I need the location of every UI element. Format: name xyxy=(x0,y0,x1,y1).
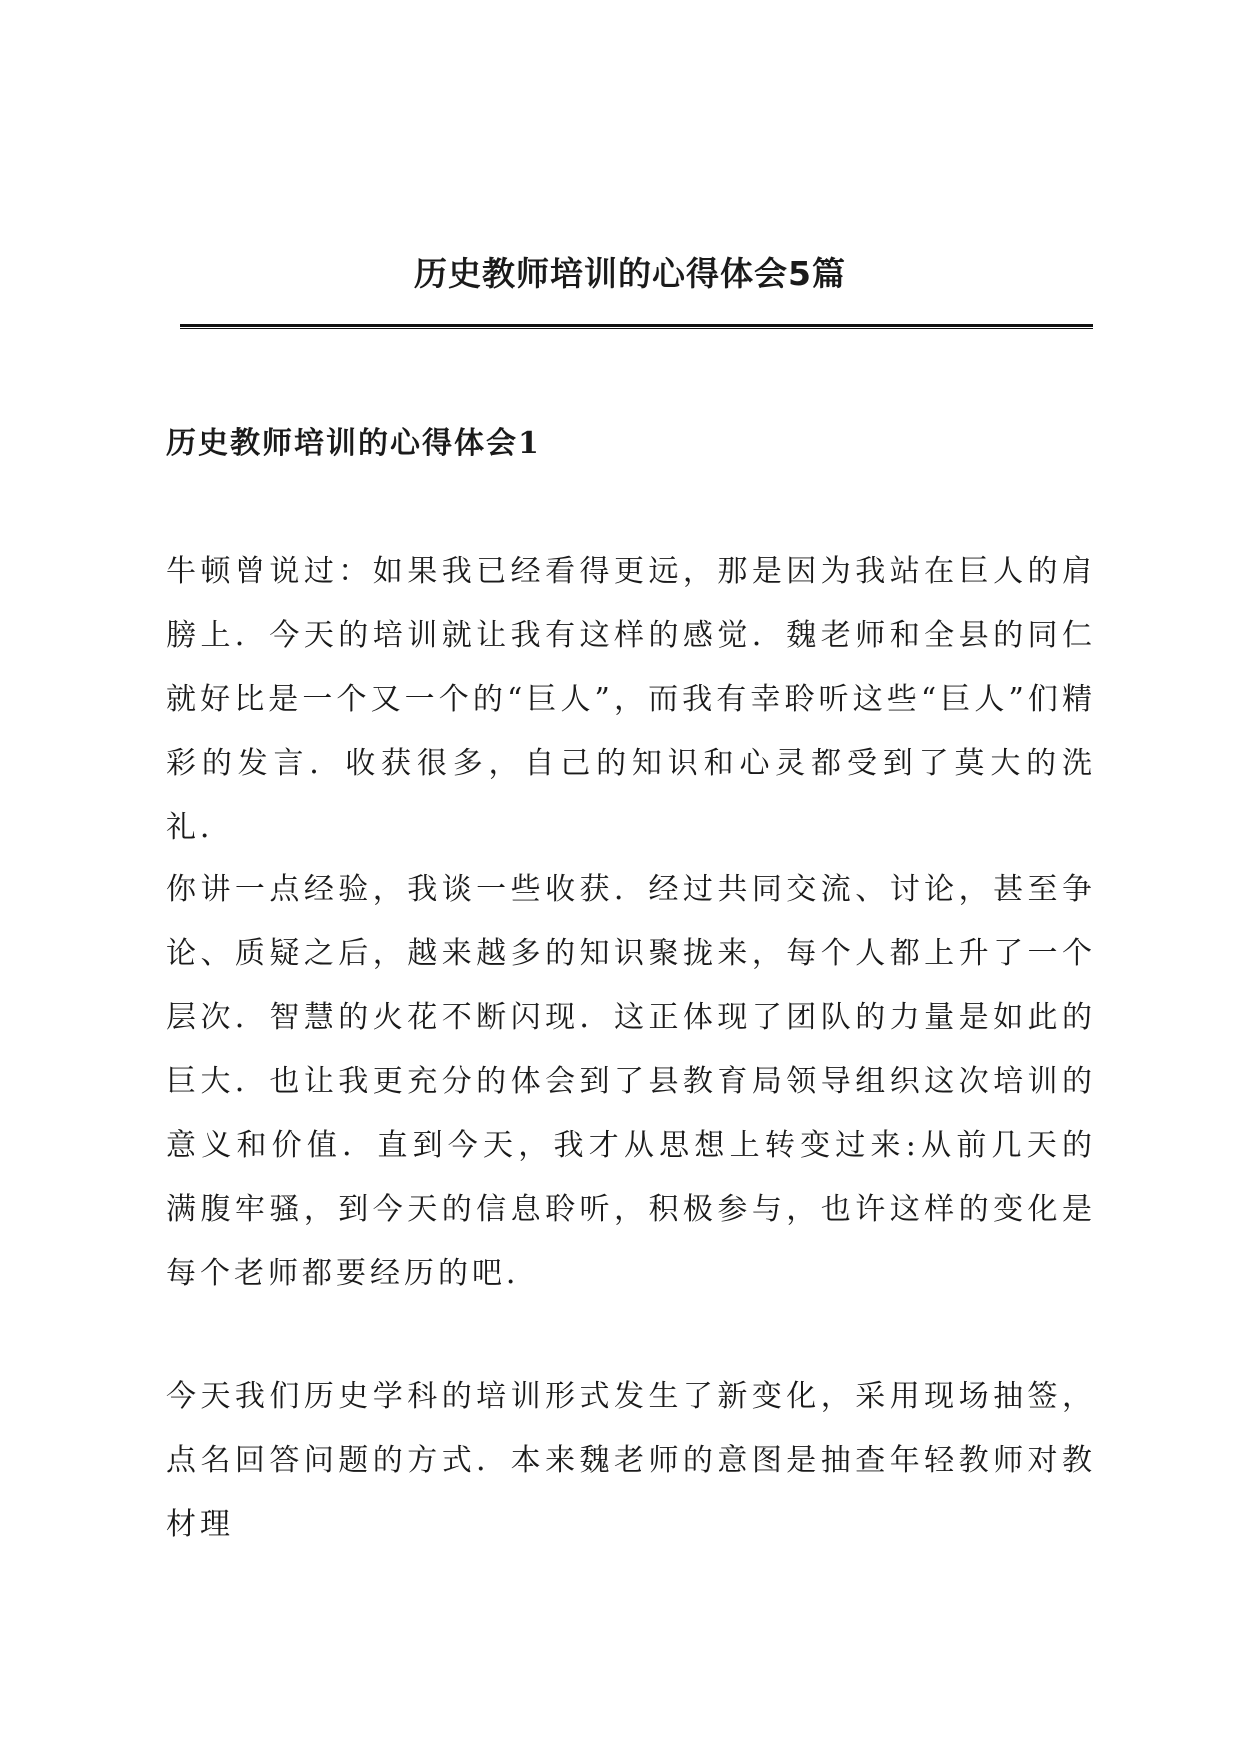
paragraph: 牛顿曾说过：如果我已经看得更远，那是因为我站在巨人的肩膀上．今天的培训就让我有这样的感觉．魏老师和全县的同仁就好比是一个又一个的“巨人”，而我有幸聆听这些“巨人”们精彩的发言．收获很多，自己的知识和心灵都受到了莫大的洗礼． xyxy=(166,554,1096,845)
section-heading: 历史教师培训的心得体会1 xyxy=(166,426,541,461)
paragraph: 今天我们历史学科的培训形式发生了新变化，采用现场抽签，点名回答问题的方式．本来魏老师的意图是抽查年轻教师对教材理 xyxy=(166,1379,1096,1542)
document-title: 历史教师培训的心得体会5篇 xyxy=(414,254,846,293)
paragraph: 你讲一点经验，我谈一些收获．经过共同交流、讨论，甚至争论、质疑之后，越来越多的知识聚拢来，每个人都上升了一个层次．智慧的火花不断闪现．这正体现了团队的力量是如此的巨大．也让我更充分的体会到了县教育局领导组织这次培训的意义和价值．直到今天，我才从思想上转变过来:从前几天的满腹牢骚，到今天的信息聆听，积极参与，也许这样的变化是每个老师都要经历的吧． xyxy=(166,872,1096,1291)
title-double-rule xyxy=(180,324,1093,329)
